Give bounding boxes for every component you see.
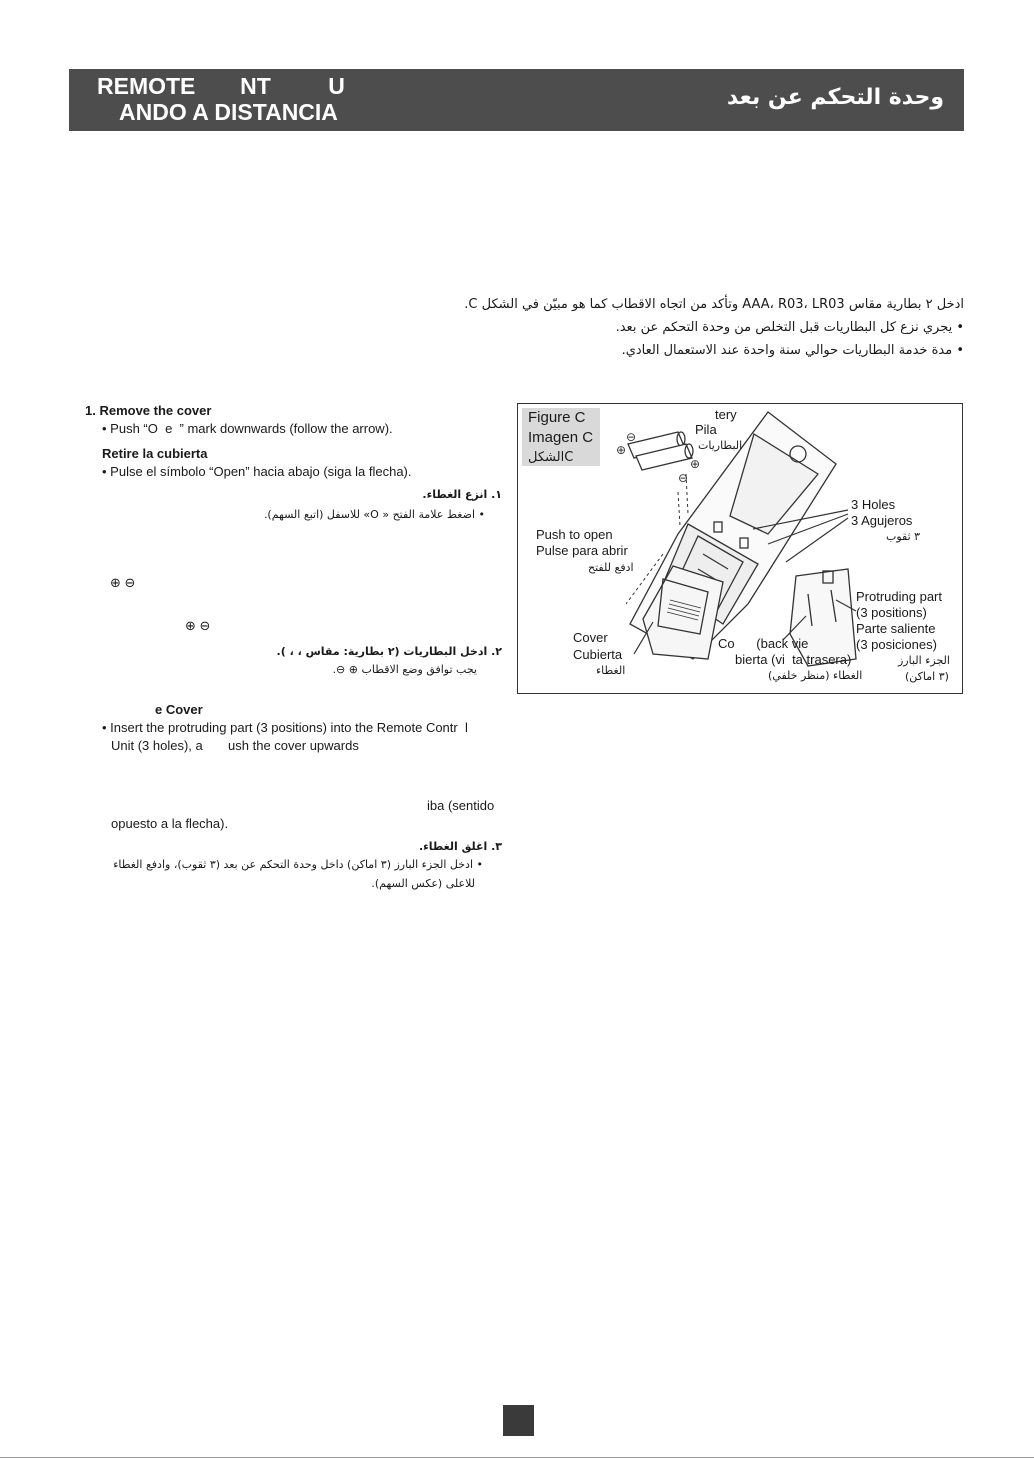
cover-label-en: Cover	[573, 630, 608, 645]
step3-ar-text1: • ادخل الجزء البارز (٣ اماكن) داخل وحدة التحكم عن بعد (٣ ثقوب)، وادفع الغطاء	[113, 858, 483, 871]
svg-text:⊕: ⊕	[616, 443, 627, 457]
intro-arabic-line1: ادخل ٢ بطارية مقاس AAA، R03، LR03 وتأكد من اتجاه الاقطاب كما هو مبيّن في الشكل C.	[464, 297, 964, 312]
page-header	[69, 69, 964, 131]
intro-arabic-line2: • يجري نزع كل البطاريات قبل التخلص من وحدة التحكم عن بعد.	[615, 320, 964, 335]
step1-ar-title: ١. انزع الغطاء.	[422, 488, 502, 501]
push-label-ar: ادفع للفتح	[588, 561, 634, 574]
protruding-label-en-positions: (3 positions)	[856, 605, 927, 620]
header-title-line1: REMOTE NT U	[97, 73, 345, 99]
holes-label-en: 3 Holes	[851, 497, 896, 512]
header-title-line2: ANDO A DISTANCIA	[119, 99, 338, 125]
cover-back-label-en: Co (back vie	[718, 636, 809, 651]
holes-label-es: 3 Agujeros	[851, 513, 913, 528]
protruding-label-ar-positions: (٣ اماكن)	[905, 670, 949, 683]
cover-label-ar: الغطاء	[596, 664, 626, 677]
step1-es-title: Retire la cubierta	[102, 446, 208, 461]
holes-label-ar: ٣ ثقوب	[886, 530, 921, 543]
figure-c	[517, 403, 963, 694]
figure-label-en: Figure C	[528, 409, 586, 426]
step2-ar-title: ٢. ادخل البطاريات (٢ بطارية: مقاس ، ، ).	[276, 645, 502, 658]
step3-en-title: e Cover	[155, 702, 203, 717]
svg-text:⊖: ⊖	[626, 430, 637, 444]
protruding-label-en: Protruding part	[856, 589, 942, 604]
page-number-marker	[503, 1405, 534, 1436]
push-label-es: Pulse para abrir	[536, 543, 628, 558]
svg-text:⊖: ⊖	[678, 471, 689, 485]
figure-label-ar: الشكلC	[528, 450, 574, 465]
push-label-en: Push to open	[536, 527, 613, 542]
battery-label-en: tery	[715, 407, 737, 422]
cover-back-label-ar: الغطاء (منظر خلفي)	[768, 669, 863, 682]
protruding-label-es: Parte saliente	[856, 621, 936, 636]
polarity-symbols-1: ⊕ ⊖	[110, 575, 136, 590]
step1-es-text: • Pulse el símbolo “Open” hacia abajo (siga la flecha).	[102, 464, 412, 479]
bottom-divider	[0, 1457, 1034, 1458]
intro-arabic-line3: • مدة خدمة البطاريات حوالي سنة واحدة عند الاستعمال العادي.	[621, 343, 964, 358]
step1-ar-text: • اضغط علامة الفتح « O» للاسفل (اتبع السهم).	[263, 508, 485, 521]
step3-es-text2: opuesto a la flecha).	[111, 816, 229, 831]
battery-label-es: Pila	[695, 422, 717, 437]
polarity-symbols-2: ⊕ ⊖	[185, 618, 211, 633]
step1-en-title: 1. Remove the cover	[85, 403, 212, 418]
battery-label-ar: البطاريات	[698, 439, 743, 452]
protruding-label-ar: الجزء البارز	[898, 654, 950, 667]
step3-ar-title: ٣. اغلق الغطاء.	[418, 840, 502, 853]
cover-back-label-es: bierta (vi ta trasera)	[735, 652, 852, 667]
step3-en-text2: Unit (3 holes), a ush the cover upwards	[111, 738, 359, 753]
step3-ar-text2: للاعلى (عكس السهم).	[371, 877, 475, 890]
step2-ar-text: يجب توافق وضع الاقطاب ⊕ ⊖.	[332, 663, 477, 676]
svg-text:⊕: ⊕	[690, 457, 701, 471]
step3-en-text1: • Insert the protruding part (3 positions) into the Remote Contr l	[102, 720, 468, 735]
step1-en-text: • Push “O e ” mark downwards (follow the arrow).	[102, 421, 393, 436]
figure-label-es: Imagen C	[528, 429, 594, 446]
step3-es-text1: iba (sentido	[427, 798, 495, 813]
protruding-label-es-positions: (3 posiciones)	[856, 637, 937, 652]
cover-label-es: Cubierta	[573, 647, 623, 662]
header-title-arabic: وحدة التحكم عن بعد	[726, 85, 944, 110]
